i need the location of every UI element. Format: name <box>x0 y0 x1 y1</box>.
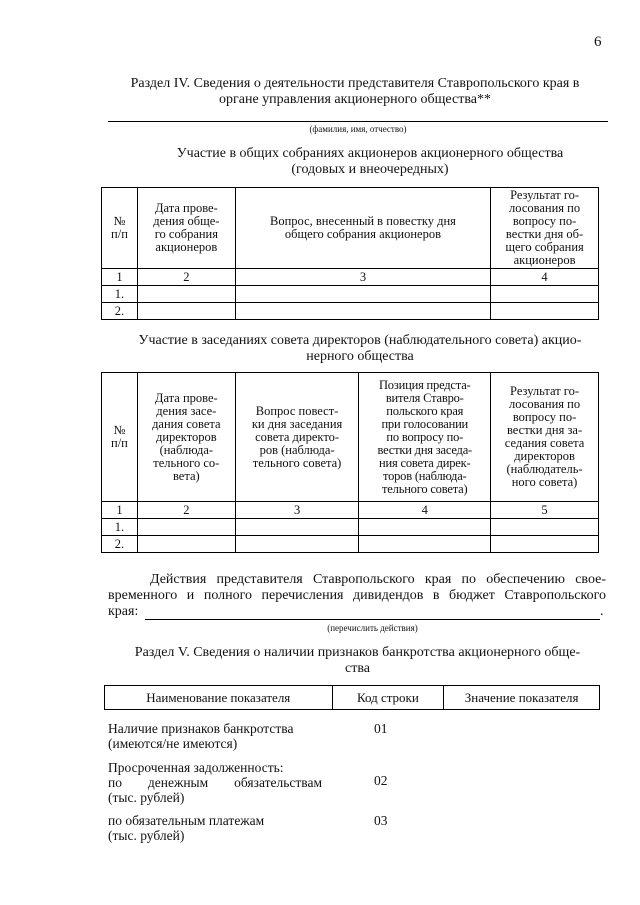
header-text: по вопросу по- <box>386 429 464 444</box>
header-text: вителя Ставро- <box>385 390 464 405</box>
header-indicator-name: Наименование показателя <box>105 686 333 710</box>
row-code: 03 <box>374 813 388 828</box>
column-numbers-row <box>102 269 599 286</box>
header-num <box>102 188 138 269</box>
header-text: ния совета дирек- <box>379 455 471 470</box>
header-text: го собрания <box>154 227 218 241</box>
header-text: общего собрания акционеров <box>284 227 441 241</box>
indicator-name: по денежным обязательствам <box>108 775 322 790</box>
row-number: 1. <box>102 286 138 303</box>
dividends-line1: Действия представителя Ставропольского края по обеспечению свое- <box>150 572 606 587</box>
col-number: 2 <box>137 269 235 286</box>
header-text: лосования по <box>509 397 581 411</box>
board-meetings-title <box>105 333 615 365</box>
col-number: 5 <box>491 502 599 519</box>
empty-cell <box>235 536 359 553</box>
header-text: Вопрос повест- <box>255 403 339 418</box>
row-number: 1. <box>102 519 138 536</box>
dividends-line3-prefix: края: <box>108 604 139 619</box>
header-date <box>137 188 235 269</box>
col-number: 4 <box>491 269 599 286</box>
row-code: 02 <box>374 773 388 788</box>
table-header-row <box>102 188 599 269</box>
row-number: 2. <box>102 536 138 553</box>
empty-cell <box>137 519 235 536</box>
table-row <box>102 536 599 553</box>
header-text: вопросу по- <box>512 214 577 228</box>
name-caption: (фамилия, имя, отчество) <box>309 124 407 134</box>
indicator-name: (тыс. рублей) <box>108 828 185 843</box>
header-text: п/п <box>111 436 128 450</box>
header-text: ного совета) <box>511 475 578 489</box>
header-text: Результат го- <box>510 384 580 398</box>
empty-cell <box>235 303 490 320</box>
empty-cell <box>359 536 491 553</box>
header-question <box>235 188 490 269</box>
header-text: Дата прове- <box>154 390 218 405</box>
empty-cell <box>137 286 235 303</box>
col-number: 1 <box>102 502 138 519</box>
section5-heading-line1: Раздел V. Сведения о наличии признаков банкротства акционерного обще- <box>134 645 581 660</box>
header-text: директоров <box>514 449 575 463</box>
table-row <box>102 519 599 536</box>
header-text: директоров <box>155 429 217 444</box>
row-code: 01 <box>374 721 388 736</box>
section5-heading <box>105 645 610 677</box>
header-result <box>491 373 599 502</box>
header-text: Дата прове- <box>154 201 218 215</box>
name-underline <box>108 121 608 122</box>
empty-cell <box>359 519 491 536</box>
table-row <box>102 303 599 320</box>
general-meetings-table <box>101 187 599 320</box>
header-text: ров (наблюда- <box>259 442 335 457</box>
empty-cell <box>491 536 599 553</box>
header-text: (наблюдатель- <box>506 462 583 476</box>
header-text: № <box>113 423 126 437</box>
actions-underline <box>145 619 600 620</box>
board-meetings-title-line2: нерного общества <box>306 349 414 364</box>
header-text: при голосовании <box>381 416 469 431</box>
board-meetings-table <box>101 372 599 553</box>
header-text: вестки дня за- <box>506 423 583 437</box>
table-row <box>102 286 599 303</box>
header-text: вопросу по- <box>512 410 577 424</box>
indicator-name: Наличие признаков банкротства <box>108 721 294 736</box>
column-numbers-row <box>102 502 599 519</box>
header-text: вета) <box>172 468 200 483</box>
header-date <box>137 373 235 502</box>
indicator-name: Просроченная задолженность: <box>108 760 284 775</box>
header-text: вестки дня об- <box>505 227 584 241</box>
dividends-line3-suffix: . <box>600 604 604 619</box>
col-number: 1 <box>102 269 138 286</box>
header-text: вестки дня заседа- <box>377 442 473 457</box>
header-result <box>491 188 599 269</box>
section4-heading <box>100 76 610 108</box>
header-text: п/п <box>111 227 128 241</box>
list-item <box>108 760 322 805</box>
header-text: Результат го- <box>510 188 580 202</box>
list-item <box>108 721 330 751</box>
empty-cell <box>491 303 599 320</box>
col-number: 2 <box>137 502 235 519</box>
table-header-row <box>102 373 599 502</box>
col-number: 3 <box>235 502 359 519</box>
general-meetings-title-line1: Участие в общих собраниях акционеров акционерного общества <box>176 146 564 161</box>
header-text: польского края <box>386 403 464 418</box>
bankruptcy-table <box>104 685 600 710</box>
empty-cell <box>137 303 235 320</box>
list-item <box>108 813 330 843</box>
header-position <box>359 373 491 502</box>
page-number: 6 <box>594 34 602 50</box>
header-text: тельного совета) <box>252 455 342 470</box>
header-text: ки дня заседания <box>251 416 343 431</box>
indicator-name: по обязательным платежам <box>108 813 265 828</box>
empty-cell <box>137 536 235 553</box>
header-text: лосования по <box>509 201 581 215</box>
general-meetings-title-line2: (годовых и внеочередных) <box>291 162 449 177</box>
header-text: (наблюда- <box>159 442 214 457</box>
col-number: 4 <box>359 502 491 519</box>
header-text: Вопрос, внесенный в повестку дня <box>269 214 456 228</box>
header-text: Позиция предста- <box>378 377 471 392</box>
dividends-line2: временного и полного перечисления дивидендов в бюджет Ставропольского <box>108 588 606 603</box>
header-text: дения обще- <box>153 214 220 228</box>
header-text: совета директо- <box>255 429 340 444</box>
empty-cell <box>491 286 599 303</box>
empty-cell <box>235 519 359 536</box>
indicator-name: (имеются/не имеются) <box>108 736 238 751</box>
table-header-row <box>105 686 600 710</box>
row-number: 2. <box>102 303 138 320</box>
header-row-code: Код строки <box>332 686 444 710</box>
header-num <box>102 373 138 502</box>
header-text: акционеров <box>155 240 218 254</box>
header-text: дения засе- <box>156 403 217 418</box>
section4-heading-line1: Раздел IV. Сведения о деятельности представителя Ставропольского края в <box>130 76 580 91</box>
header-text: тельного со- <box>153 455 220 470</box>
section5-heading-line2: ства <box>345 661 370 676</box>
col-number: 3 <box>235 269 490 286</box>
header-text: щего собрания <box>505 240 584 254</box>
header-text: дания совета <box>152 416 221 431</box>
board-meetings-title-line1: Участие в заседаниях совета директоров (наблюдательного совета) акцио- <box>138 333 582 348</box>
header-text: тельного совета) <box>382 481 468 496</box>
empty-cell <box>235 286 490 303</box>
header-question <box>235 373 359 502</box>
actions-caption: (перечислить действия) <box>327 623 418 633</box>
header-text: № <box>113 214 126 228</box>
general-meetings-title <box>130 146 610 178</box>
section4-heading-line2: органе управления акционерного общества** <box>219 92 491 107</box>
header-text: торов (наблюда- <box>382 468 467 483</box>
header-indicator-value: Значение показателя <box>444 686 600 710</box>
header-text: акционеров <box>513 253 576 267</box>
empty-cell <box>491 519 599 536</box>
header-text: седания совета <box>504 436 585 450</box>
indicator-name: (тыс. рублей) <box>108 790 185 805</box>
